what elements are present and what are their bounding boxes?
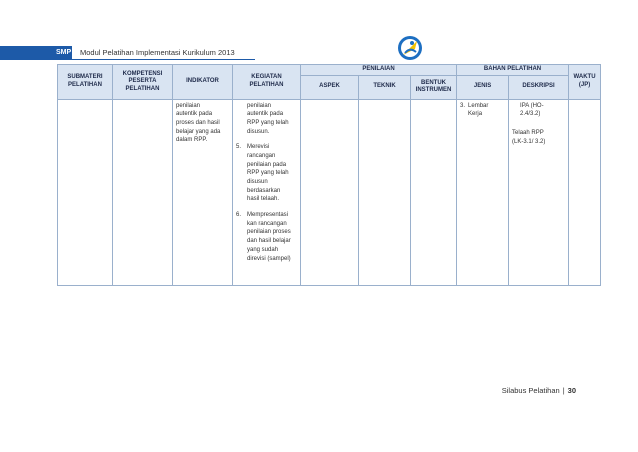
kegiatan-line: penilaian: [247, 102, 272, 109]
deskripsi-line: Telaah RPP: [512, 129, 544, 136]
kegiatan-line: autentik pada: [247, 111, 284, 118]
header-bahan: BAHAN PELATIHAN: [457, 65, 569, 76]
syllabus-table: [57, 64, 601, 286]
indikator-line: proses dan hasil: [176, 119, 220, 126]
header-waktu: WAKTU (JP): [569, 65, 601, 100]
kegiatan-line: kan rancangan: [247, 220, 287, 227]
kegiatan-line: RPP yang telah: [247, 119, 289, 126]
cell-kompetensi: [113, 99, 173, 285]
kegiatan-line: disusun.: [247, 128, 270, 135]
jenis-line: Lembar: [468, 102, 489, 109]
kegiatan-number: 5.: [236, 144, 242, 151]
header-teknik: TEKNIK: [359, 75, 411, 99]
cell-submateri: [58, 99, 113, 285]
kegiatan-line: disusun: [247, 179, 268, 185]
header-kompetensi: KOMPETENSI PESERTA PELATIHAN: [113, 65, 173, 100]
kegiatan-line: rancangan: [247, 152, 276, 159]
kegiatan-line: penilaian proses: [247, 229, 291, 236]
indikator-line: dalam RPP.: [176, 137, 208, 144]
deskripsi-line: 2.4/3.2): [520, 111, 541, 118]
cell-teknik: [359, 99, 411, 285]
deskripsi-line: IPA (HO-: [520, 102, 544, 109]
header-kegiatan: KEGIATAN PELATIHAN: [233, 65, 301, 100]
kegiatan-line: RPP yang telah: [247, 170, 289, 177]
kegiatan-line: berdasarkan: [247, 187, 281, 194]
header-submateri: SUBMATERI PELATIHAN: [58, 65, 113, 100]
smp-badge: SMP: [0, 46, 72, 59]
kegiatan-line: Mempresentasi: [247, 212, 289, 219]
cell-indikator: [173, 99, 233, 285]
header-bentuk: BENTUK INSTRUMEN: [411, 75, 457, 99]
header-indikator: INDIKATOR: [173, 65, 233, 100]
indikator-line: penilaian: [176, 102, 201, 109]
kegiatan-number: 6.: [236, 212, 242, 219]
cell-deskripsi: [509, 99, 569, 285]
footer-label: Silabus Pelatihan: [501, 386, 560, 395]
kegiatan-item-5: [236, 143, 297, 204]
kegiatan-line: direvisi (sampel): [247, 255, 291, 262]
cell-aspek: [301, 99, 359, 285]
table-row: [58, 99, 601, 285]
header-rule: [0, 59, 255, 60]
indikator-line: autentik pada: [176, 111, 213, 118]
jenis-number: 3.: [460, 102, 466, 109]
kegiatan-line: hasil telaah.: [247, 196, 280, 203]
page-footer: [502, 386, 576, 395]
page-number: 30: [567, 386, 576, 395]
footer-separator: |: [562, 386, 565, 395]
deskripsi-line: (LK-3.1/ 3.2): [512, 138, 546, 145]
header-aspek: ASPEK: [301, 75, 359, 99]
kegiatan-item-6: [236, 211, 297, 263]
cell-kegiatan: [233, 99, 301, 285]
jenis-line: Kerja: [468, 111, 483, 118]
cell-jenis: [457, 99, 509, 285]
header-penilaian: PENILAIAN: [301, 65, 457, 76]
ministry-logo-icon: [397, 35, 423, 61]
page-header: [0, 45, 330, 60]
header-deskripsi: DESKRIPSI: [509, 75, 569, 99]
header-jenis: JENIS: [457, 75, 509, 99]
kegiatan-line: penilaian pada: [247, 161, 287, 168]
kegiatan-line: dan hasil belajar: [247, 238, 291, 245]
cell-waktu: [569, 99, 601, 285]
kegiatan-line: Merevisi: [247, 144, 270, 151]
cell-bentuk: [411, 99, 457, 285]
module-title: Modul Pelatihan Implementasi Kurikulum 2013: [80, 48, 235, 57]
kegiatan-line: yang sudah: [247, 246, 279, 253]
indikator-line: belajar yang ada: [176, 128, 221, 135]
